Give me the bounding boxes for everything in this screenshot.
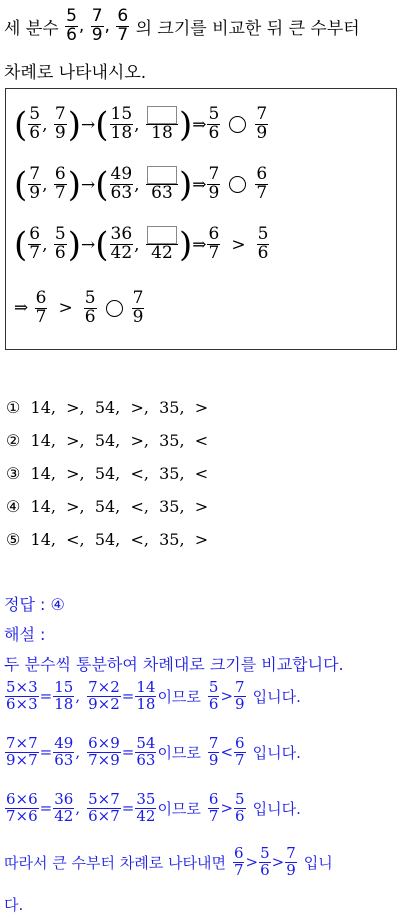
fraction: $\frac{7}{9}$: [256, 104, 268, 144]
fraction: $\frac{5}{6}$: [84, 288, 96, 327]
comparison-circle[interactable]: [106, 300, 123, 317]
fraction: $\frac{15}{18}$: [110, 104, 133, 144]
fraction: $\frac{6}{7}$: [117, 5, 129, 45]
fraction: $\frac{5}{6}$: [54, 224, 66, 264]
option-5[interactable]: ⑤ 14, <, 54, <, 35, >: [6, 530, 209, 549]
question-text: 세 분수: [4, 18, 59, 39]
explanation-intro: 두 분수씩 통분하여 차례대로 크기를 비교합니다.: [4, 655, 344, 674]
question-line-1: 세 분수 $\frac{5}{6}$ , $\frac{7}{9}$ , $\frac{6}{7}$ 의 크기를 비교한 뒤 큰 수부터: [4, 5, 360, 45]
box-final-row: ⇒ $\frac{6}{7}$ > $\frac{5}{6}$ $\frac{7}{9}$: [14, 288, 144, 327]
explanation-line-2: $\frac{7\times 7}{9\times 7}$ = $\frac{49}{63}$ , $\frac{6\times 9}{7\times 9}$ = $\frac{54}{63}$ 이므로 $\frac{7}{9}$ < $\frac{6}{7}$ 입니다.: [6, 734, 301, 769]
explanation-label: 해설 :: [4, 625, 46, 644]
blank-box[interactable]: [147, 106, 177, 124]
comparison-circle[interactable]: [229, 176, 246, 193]
explanation-line-3: $\frac{6\times 6}{7\times 6}$ = $\frac{36}{42}$ , $\frac{5\times 7}{6\times 7}$ = $\frac{35}{42}$ 이므로 $\frac{6}{7}$ > $\frac{5}{6}$ 입니다.: [6, 790, 301, 825]
fraction: $\frac{7}{9}$: [29, 164, 41, 204]
fraction-with-blank: 63: [146, 166, 178, 203]
explanation-final: 따라서 큰 수부터 차례로 나타내면 $\frac{6}{7}$ > $\frac{5}{6}$ > $\frac{7}{9}$ 입니: [4, 844, 333, 879]
explanation-final-end: 다.: [4, 896, 24, 914]
fraction: $\frac{6}{7}$: [208, 224, 220, 264]
fraction: $\frac{5}{6}$: [66, 5, 77, 45]
fraction-with-blank: 42: [146, 226, 178, 263]
explanation-line-1: $\frac{5\times 3}{6\times 3}$ = $\frac{15}{18}$ , $\frac{7\times 2}{9\times 2}$ = $\frac{14}{18}$ 이므로 $\frac{5}{6}$ > $\frac{7}{9}$ 입니다.: [6, 678, 301, 713]
fraction: $\frac{7}{9}$: [208, 164, 220, 204]
option-2[interactable]: ② 14, >, 54, >, 35, <: [6, 431, 209, 450]
fraction: $\frac{36}{42}$: [110, 224, 133, 264]
box-row-3: ( $\frac{6}{7}$ , $\frac{5}{6}$ ) → ( $\frac{36}{42}$ , 42 ) ⇒ $\frac{6}{7}$ > $\frac{5}{6}$: [14, 224, 269, 265]
box-row-1: ( $\frac{5}{6}$ , $\frac{7}{9}$ ) → ( $\frac{15}{18}$ , 18 ) ⇒ $\frac{5}{6}$ $\frac{7}{9}$: [14, 104, 268, 145]
fraction: $\frac{5}{6}$: [257, 224, 269, 264]
fraction: $\frac{5}{6}$: [208, 104, 220, 144]
option-1[interactable]: ① 14, >, 54, >, 35, >: [6, 398, 209, 417]
comparison-circle[interactable]: [229, 116, 246, 133]
fraction: $\frac{6}{7}$: [54, 164, 66, 204]
blank-box[interactable]: [147, 226, 177, 244]
fraction-with-blank: 18: [146, 106, 178, 143]
fraction: $\frac{6}{7}$: [256, 164, 268, 204]
fraction: $\frac{49}{63}$: [110, 164, 133, 204]
blank-box[interactable]: [147, 166, 177, 184]
box-row-2: ( $\frac{7}{9}$ , $\frac{6}{7}$ ) → ( $\frac{49}{63}$ , 63 ) ⇒ $\frac{7}{9}$ $\frac{6}{7}$: [14, 164, 268, 205]
option-4[interactable]: ④ 14, >, 54, <, 35, >: [6, 497, 209, 516]
question-text: 의 크기를 비교한 뒤 큰 수부터: [135, 18, 360, 39]
option-3[interactable]: ③ 14, >, 54, <, 35, <: [6, 464, 209, 483]
fraction: $\frac{7}{9}$: [91, 5, 103, 45]
question-line-2: 차례로 나타내시오.: [4, 63, 147, 83]
fraction: $\frac{6}{7}$: [35, 288, 47, 327]
fraction: $\frac{7}{9}$: [54, 104, 66, 144]
comparison-operator: >: [58, 298, 73, 319]
fraction: $\frac{6}{7}$: [29, 224, 41, 264]
fraction: $\frac{7}{9}$: [132, 288, 144, 327]
answer-line: 정답 : ④: [4, 595, 65, 614]
comparison-operator: >: [231, 234, 246, 255]
fraction: $\frac{5}{6}$: [29, 104, 41, 144]
